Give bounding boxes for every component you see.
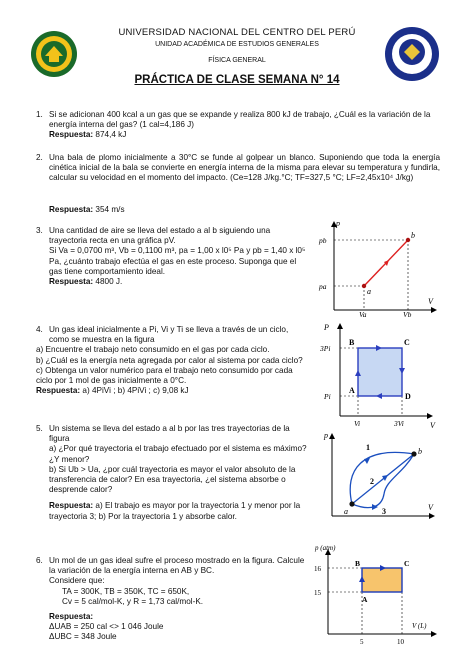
va-label: Va bbox=[359, 310, 367, 318]
state-b bbox=[406, 238, 410, 242]
answer-value: a) El trabajo es mayor por la trayectoria 1 y menor por la trayectoria 3; b) Por la trayectoria 1 y absorbe calor. bbox=[49, 501, 301, 521]
corner-c: C bbox=[404, 338, 410, 347]
pi-label: Pi bbox=[324, 392, 331, 401]
answer-label: Respuesta: bbox=[36, 386, 81, 396]
pa-label: pa bbox=[319, 282, 327, 291]
answer-label: Respuesta: bbox=[49, 612, 94, 622]
problem-text: Un mol de un gas ideal sufre el proceso mostrado en la figura. Calcule la variación de la energía interna en AB y BC. bbox=[49, 556, 305, 576]
v-axis-label: V bbox=[428, 297, 433, 306]
problem-number: 4. bbox=[36, 325, 43, 334]
3vi-label: 3Vi bbox=[394, 419, 404, 428]
figure-5-paths-graph bbox=[322, 430, 440, 524]
given-constants: Cv = 5 cal/mol-K, y R = 1,73 cal/mol-K. bbox=[62, 596, 204, 606]
corner-a: A bbox=[362, 595, 368, 604]
figure-3-pv-graph bbox=[316, 218, 440, 318]
point-b-label: b bbox=[411, 231, 415, 240]
problem-1 bbox=[36, 110, 440, 141]
item-a: a) ¿Por qué trayectoria el trabajo efectuado por el sistema es máximo? ¿Y menor? bbox=[49, 444, 307, 464]
y-tick-16: 16 bbox=[314, 565, 321, 573]
corner-c: C bbox=[404, 559, 410, 568]
answer-bc: ΔUBC = 348 Joule bbox=[49, 632, 117, 642]
corner-b: B bbox=[355, 559, 361, 568]
problem-text: Un sistema se lleva del estado a al b por las tres trayectorias de la figura bbox=[49, 424, 290, 444]
university-name: UNIVERSIDAD NACIONAL DEL CENTRO DEL PERÚ bbox=[118, 27, 356, 38]
answer-label: Respuesta: bbox=[49, 130, 94, 140]
answer-label: Respuesta: bbox=[49, 205, 94, 214]
problem-number: 5. bbox=[36, 424, 43, 433]
path-1 bbox=[350, 452, 414, 504]
page-title: PRÁCTICA DE CLASE SEMANA N° 14 bbox=[134, 74, 340, 86]
vb-label: Vb bbox=[403, 310, 412, 318]
path-1-label: 1 bbox=[366, 443, 370, 452]
corner-b: B bbox=[349, 338, 355, 347]
item-b: b) ¿Cuál es la energía neta agregada por calor al sistema por cada ciclo? bbox=[36, 355, 303, 365]
problem-text: Si se adicionan 400 kcal a un gas que se expande y realiza 800 kJ de trabajo, ¿Cuál es la variación de la energía interna del gas? (1 cal=4,186 J) bbox=[49, 110, 431, 130]
consider-label: Considere que: bbox=[49, 576, 105, 586]
problem-5 bbox=[36, 424, 308, 522]
problem-number: 6. bbox=[36, 556, 43, 565]
item-c: c) Obtenga un valor numérico para el trabajo neto consumido por cada ciclo por 1 mol de gas inicialmente a 0°C. bbox=[36, 365, 293, 386]
given-temperatures: TA = 300K, TB = 350K, TC = 650K, bbox=[62, 586, 190, 596]
answer-value: 354 m/s bbox=[95, 205, 125, 214]
problem-text: Una cantidad de aire se lleva del estado a al b siguiendo una trayectoria recta en una gráfica pV. bbox=[49, 226, 271, 246]
problem-6 bbox=[36, 556, 308, 643]
p-axis-label: p (atm) bbox=[315, 544, 336, 552]
figure-4-cycle-graph bbox=[318, 320, 440, 430]
process-area bbox=[362, 568, 402, 592]
pb-label: pb bbox=[319, 236, 327, 245]
p-axis-label: p bbox=[336, 219, 340, 228]
path-2-label: 2 bbox=[370, 477, 374, 486]
course-name: FÍSICA GENERAL bbox=[208, 57, 266, 64]
problem-text: Un gas ideal inicialmente a Pi, Vi y Ti se lleva a través de un ciclo, como se muestra en la figura bbox=[49, 325, 289, 345]
point-a-label: a bbox=[344, 507, 348, 516]
logo-text: UNCP bbox=[403, 67, 421, 73]
problem-2-answer bbox=[49, 205, 125, 215]
problem-number: 3. bbox=[36, 226, 43, 235]
vi-label: Vi bbox=[354, 419, 361, 428]
y-tick-15: 15 bbox=[314, 589, 321, 597]
corner-a: A bbox=[349, 386, 355, 395]
point-a-label: a bbox=[367, 287, 371, 296]
academic-unit: UNIDAD ACADÉMICA DE ESTUDIOS GENERALES bbox=[155, 41, 319, 48]
answer-label: Respuesta: bbox=[49, 501, 94, 511]
x-tick-10: 10 bbox=[397, 638, 404, 646]
p-axis-label: P bbox=[324, 323, 329, 332]
v-axis-label: V bbox=[428, 503, 433, 512]
point-b-label: b bbox=[418, 447, 422, 456]
figure-6-process-graph bbox=[312, 542, 440, 648]
3pi-label: 3Pi bbox=[320, 344, 331, 353]
problem-text: Una bala de plomo inicialmente a 30°C se funde al golpear un blanco. Suponiendo que toda la energía cinética inicial de la bala se convierte en energía interna de la misma para elevar su temperatura y fundirla, calcular su velocidad en el momento del impacto. (Ce=128 J/kg.°C; TF=327,5 °C; LF=2,45x10⁴ J/kg) bbox=[49, 153, 440, 183]
corner-d: D bbox=[405, 392, 411, 401]
p-axis-label: p bbox=[324, 431, 328, 440]
v-axis-label: V bbox=[430, 421, 435, 430]
problem-number: 2. bbox=[36, 153, 43, 162]
answer-value: 4800 J. bbox=[95, 277, 123, 287]
problem-text-2: Si Va = 0,0700 m³, Vb = 0,1100 m³, pa = 1,00 x l0⁵ Pa y pb = 1,40 x l0⁵ Pa, ¿cuánto trabajo efectúa el gas en este proceso. Suponga que el gas tiene comportamiento ideal. bbox=[49, 246, 306, 276]
problem-2 bbox=[36, 153, 440, 184]
answer-label: Respuesta: bbox=[49, 277, 94, 287]
x-tick-5: 5 bbox=[360, 638, 364, 646]
path-3-label: 3 bbox=[382, 507, 386, 516]
v-axis-label: V (L) bbox=[412, 622, 427, 630]
cycle-rectangle bbox=[358, 348, 402, 396]
item-a: a) Encuentre el trabajo neto consumido en el gas por cada ciclo. bbox=[36, 345, 270, 355]
answer-value: a) 4PiVi ; b) 4PiVi ; c) 9,08 kJ bbox=[82, 386, 189, 396]
problem-3 bbox=[36, 226, 308, 287]
problem-number: 1. bbox=[36, 110, 43, 119]
answer-ab: ΔUAB = 250 cal <> 1 046 Joule bbox=[49, 622, 164, 632]
item-b: b) Si Ub > Ua, ¿por cuál trayectoria es mayor el valor absoluto de la transferencia de calor? En esa trayectoria, ¿el sistema absorbe o desprende calor? bbox=[49, 464, 296, 495]
answer-value: 874,4 kJ bbox=[95, 130, 127, 140]
state-a bbox=[362, 284, 366, 288]
problem-4 bbox=[36, 325, 308, 396]
